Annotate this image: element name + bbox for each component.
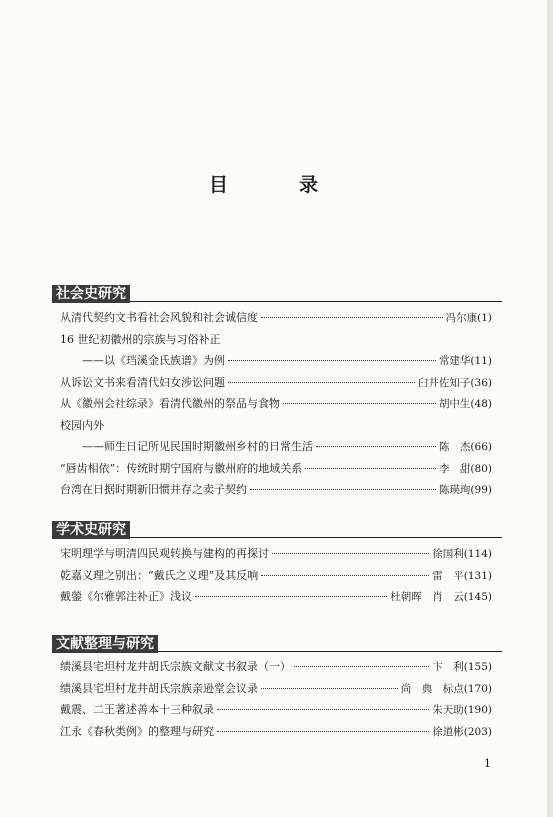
section-heading-documents [52,633,502,652]
toc-entry [60,588,492,610]
toc-entry [60,352,492,374]
toc-entry-author-page: 朱天助(190) [432,704,492,716]
toc-entry-title: 校园内外 [60,418,104,432]
section-heading-label: 文献整理与研究 [52,635,158,653]
toc-leader-dots [294,665,429,667]
toc-entry [60,723,492,745]
toc-entry-title: 绩溪县宅坦村龙井胡氏宗族文献文书叙录（一） [60,660,291,673]
toc-entry-author-page: 常建华(11) [438,355,492,367]
toc-entry-author-page: 徐道彬(203) [432,725,492,738]
toc-entry-title: 16 世纪初徽州的宗族与习俗补正 [60,332,221,346]
page-title: 目 录 [208,174,344,196]
toc-list-social-history [60,309,492,503]
toc-entry-title: 戴鎣《尔雅郭注补正》浅议 [60,590,192,603]
section-heading-social-history [52,283,502,302]
toc-entry [60,567,492,589]
toc-leader-dots [217,730,429,732]
toc-leader-dots [217,708,429,710]
toc-entry [60,680,492,702]
section-heading-label: 社会史研究 [52,285,130,303]
toc-leader-dots [272,552,429,554]
toc-leader-dots [107,425,489,426]
toc-entry-title: ——师生日记所见民国时期徽州乡村的日常生活 [82,440,313,453]
toc-leader-dots [305,467,436,469]
toc-entry-author-page: 雷 平(131) [432,569,492,582]
page-number: 1 [484,757,491,770]
toc-entry-author-page: 陈 杰(66) [438,441,492,453]
toc-entry [60,395,492,417]
toc-entry [60,438,492,460]
toc-entry [60,374,492,396]
toc-leader-dots [224,339,490,340]
toc-entry-author-page: 冯尔康(1) [445,312,492,324]
toc-entry-title: 宋明理学与明清四民观转换与建构的再探讨 [60,547,269,560]
toc-leader-dots [316,445,436,447]
toc-entry-author-page: 胡中生(48) [438,398,492,410]
toc-leader-dots [283,402,436,404]
toc-entry-author-page: 陈瑛珣(99) [438,484,492,496]
toc-entry-author-page: 尚 典 标点(170) [400,682,492,695]
toc-entry-title: 从《徽州会社综录》看清代徽州的祭品与食物 [60,397,280,410]
toc-entry-title: “唇齿相依”：传统时期宁国府与徽州府的地域关系 [60,461,303,475]
toc-entry-title: 江永《春秋类例》的整理与研究 [60,724,214,738]
toc-entry [60,331,492,353]
toc-list-documents [60,658,492,744]
toc-entry-title: 绩溪县宅坦村龙井胡氏宗族亲逊堂会议录 [60,681,258,695]
toc-entry-title: 乾嘉义理之别出：“戴氏之义理”及其反响 [60,568,259,582]
toc-entry-title: 从诉讼文书来看清代妇女涉讼问题 [60,375,225,389]
toc-entry [60,658,492,680]
section-heading-label: 学术史研究 [52,521,130,539]
toc-entry [60,309,492,331]
toc-entry-title: 戴震、二王著述善本十三种叙录 [60,703,214,716]
toc-entry [60,417,492,439]
toc-leader-dots [261,316,443,318]
toc-entry-author-page: 杜朝晖 肖 云(145) [390,591,492,603]
section-heading-academic-history [52,519,502,538]
toc-leader-dots [250,488,436,490]
toc-entry [60,701,492,723]
toc-entry-title: ——以《珰溪金氏族谱》为例 [82,354,225,367]
toc-entry [60,545,492,567]
toc-entry [60,481,492,503]
toc-entry [60,460,492,482]
toc-leader-dots [261,687,398,689]
toc-leader-dots [228,381,415,383]
toc-entry-title: 台湾在日据时期新旧惯并存之卖子契约 [60,483,247,496]
toc-leader-dots [195,595,387,597]
toc-entry-title: 从清代契约文书看社会风貌和社会诚信度 [60,311,258,324]
toc-entry-author-page: 臼井佐知子(36) [417,376,492,389]
toc-entry-author-page: 徐国利(114) [432,548,492,560]
page-edge-shadow [547,0,553,817]
toc-leader-dots [228,359,436,361]
toc-list-academic-history [60,545,492,610]
toc-leader-dots [261,574,429,576]
toc-entry-author-page: 李 甜(80) [438,462,492,475]
toc-entry-author-page: 卞 利(155) [432,661,492,673]
